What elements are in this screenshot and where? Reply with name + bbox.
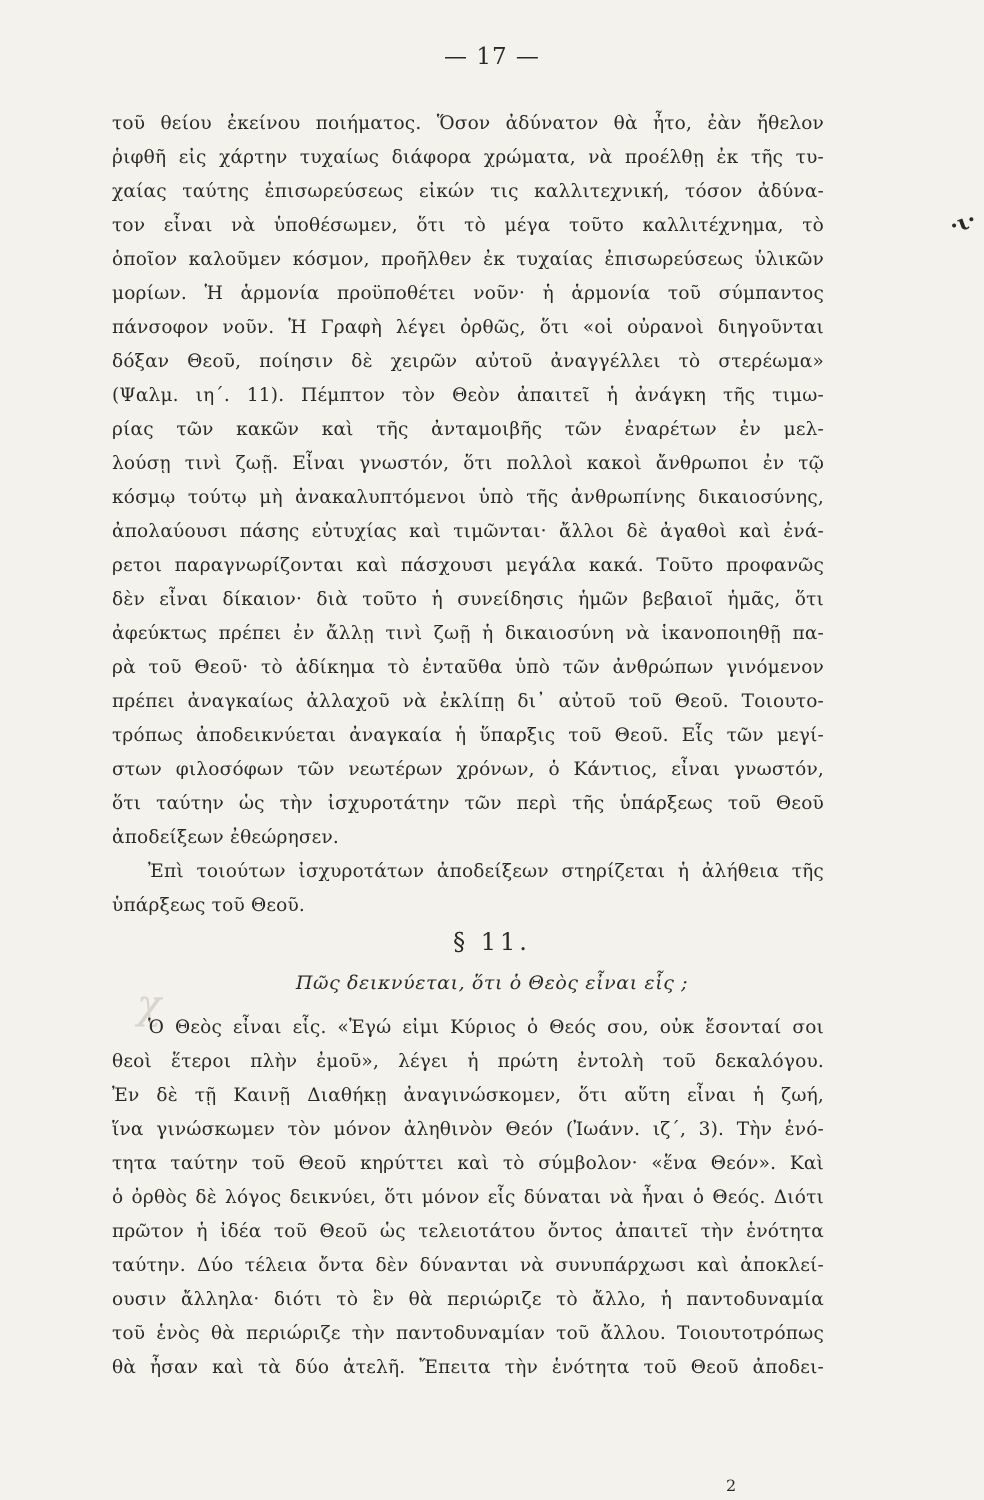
text-line: τητα ταύτην τοῦ Θεοῦ κηρύττει καὶ τὸ σύμβολον· «ἕνα Θεόν». Καὶ — [112, 1153, 824, 1174]
text-line: δόξαν Θεοῦ, ποίησιν δὲ χειρῶν αὐτοῦ ἀναγγέλλει τὸ στερέωμα» — [112, 351, 824, 372]
text-line: ρὰ τοῦ Θεοῦ· τὸ ἀδίκημα τὸ ἐνταῦθα ὑπὸ τῶν ἀνθρώπων γινόμενον — [112, 657, 824, 678]
text-line: θὰ ἦσαν καὶ τὰ δύο ἀτελῆ. Ἔπειτα τὴν ἑνότητα τοῦ Θεοῦ ἀποδει- — [112, 1357, 824, 1378]
text-line: Ἐπὶ τοιούτων ἰσχυροτάτων ἀποδείξεων στηρίζεται ἡ ἀλήθεια τῆς — [148, 861, 824, 882]
text-line: ἀπολαύουσι πάσης εὐτυχίας καὶ τιμῶνται· ἄλλοι δὲ ἀγαθοὶ καὶ ἐνά- — [112, 521, 824, 542]
text-line: ὁ ὀρθὸς δὲ λόγος δεικνύει, ὅτι μόνον εἷς δύναται νὰ ἦναι ὁ Θεός. Διότι — [112, 1187, 824, 1208]
text-line: μορίων. Ἡ ἁρμονία προϋποθέτει νοῦν· ἡ ἁρμονία τοῦ σύμπαντος — [112, 283, 824, 304]
text-line: χαίας ταύτης ἐπισωρεύσεως εἰκών τις καλλιτεχνική, τόσον ἀδύνα- — [112, 181, 824, 202]
text-line: θεοὶ ἕτεροι πλὴν ἐμοῦ», λέγει ἡ πρώτη ἐντολὴ τοῦ δεκαλόγου. — [112, 1051, 824, 1072]
text-line: ταύτην. Δύο τέλεια ὄντα δὲν δύνανται νὰ συνυπάρχωσι καὶ ἀποκλεί- — [112, 1255, 824, 1276]
text-line: λούσῃ τινὶ ζωῇ. Εἶναι γνωστόν, ὅτι πολλοὶ κακοὶ ἄνθρωποι ἐν τῷ — [112, 453, 824, 474]
text-line: ῥιφθῆ εἰς χάρτην τυχαίως διάφορα χρώματα, νὰ προέλθῃ ἐκ τῆς τυ- — [112, 147, 824, 168]
text-line: τοῦ θείου ἐκείνου ποιήματος. Ὅσον ἀδύνατον θὰ ἦτο, ἐὰν ἤθελον — [112, 113, 824, 134]
section-question: Πῶς δεικνύεται, ὅτι ὁ Θεὸς εἶναι εἷς ; — [295, 972, 689, 994]
text-line: τον εἶναι νὰ ὑποθέσωμεν, ὅτι τὸ μέγα τοῦτο καλλιτέχνημα, τὸ — [112, 215, 824, 236]
text-line: πάνσοφον νοῦν. Ἡ Γραφὴ λέγει ὀρθῶς, ὅτι «οἱ οὐρανοὶ διηγοῦνται — [112, 317, 824, 338]
text-line: Ἐν δὲ τῇ Καινῇ Διαθήκῃ ἀναγινώσκομεν, ὅτι αὕτη εἶναι ἡ ζωή, — [112, 1085, 824, 1106]
text-line: ἀποδείξεων ἐθεώρησεν. — [112, 827, 339, 848]
text-line: ὑπάρξεως τοῦ Θεοῦ. — [112, 895, 305, 916]
text-line: ρίας τῶν κακῶν καὶ τῆς ἀνταμοιβῆς τῶν ἐναρέτων ἐν μελ- — [112, 419, 824, 440]
text-line: (Ψαλμ. ιη΄. 11). Πέμπτον τὸν Θεὸν ἀπαιτεῖ ἡ ἀνάγκη τῆς τιμω- — [112, 385, 824, 406]
text-line: πρέπει ἀναγκαίως ἀλλαχοῦ νὰ ἐκλίπῃ δι᾽ αὐτοῦ τοῦ Θεοῦ. Τοιουτο- — [112, 691, 824, 712]
text-line: ὅτι ταύτην ὡς τὴν ἰσχυροτάτην τῶν περὶ τῆς ὑπάρξεως τοῦ Θεοῦ — [112, 793, 824, 814]
text-line: κόσμῳ τούτῳ μὴ ἀνακαλυπτόμενοι ὑπὸ τῆς ἀνθρωπίνης δικαιοσύνης, — [112, 487, 824, 508]
page-number: — 17 — — [444, 44, 540, 70]
text-line: στων φιλοσόφων τῶν νεωτέρων χρόνων, ὁ Κάντιος, εἶναι γνωστόν, — [112, 759, 824, 780]
text-line: ὁποῖον καλοῦμεν κόσμον, προῆλθεν ἐκ τυχαίας ἐπισωρεύσεως ὑλικῶν — [112, 249, 824, 270]
pencil-mark: χ — [137, 982, 162, 1028]
text-line: ουσιν ἄλληλα· διότι τὸ ἓν θὰ περιώριζε τὸ ἄλλο, ἡ παντοδυναμία — [112, 1289, 824, 1310]
text-line: πρῶτον ἡ ἰδέα τοῦ Θεοῦ ὡς τελειοτάτου ὄντος ἀπαιτεῖ τὴν ἑνότητα — [112, 1221, 824, 1242]
margin-ink-mark: ·ι· — [946, 206, 980, 240]
text-line: ἵνα γινώσκωμεν τὸν μόνον ἀληθινὸν Θεόν (Ἰωάνν. ιζ΄, 3). Τὴν ἑνό- — [112, 1119, 824, 1140]
section-heading: § 11. — [453, 928, 531, 956]
text-line: ρετοι παραγνωρίζονται καὶ πάσχουσι μεγάλα κακά. Τοῦτο προφανῶς — [112, 555, 824, 576]
signature-mark: 2 — [726, 1476, 737, 1495]
text-line: δὲν εἶναι δίκαιον· διὰ τοῦτο ἡ συνείδησις ἡμῶν βεβαιοῖ ἡμᾶς, ὅτι — [112, 589, 824, 610]
text-line: ἀφεύκτως πρέπει ἐν ἄλλῃ τινὶ ζωῇ ἡ δικαιοσύνη νὰ ἱκανοποιηθῇ πα- — [112, 623, 824, 644]
text-line: τρόπως ἀποδεικνύεται ἀναγκαία ἡ ὕπαρξις τοῦ Θεοῦ. Εἷς τῶν μεγί- — [112, 725, 824, 746]
text-line: Ὁ Θεὸς εἶναι εἷς. «Ἐγώ εἰμι Κύριος ὁ Θεός σου, οὐκ ἔσονταί σοι — [148, 1017, 824, 1038]
text-line: τοῦ ἑνὸς θὰ περιώριζε τὴν παντοδυναμίαν τοῦ ἄλλου. Τοιουτοτρόπως — [112, 1323, 824, 1344]
